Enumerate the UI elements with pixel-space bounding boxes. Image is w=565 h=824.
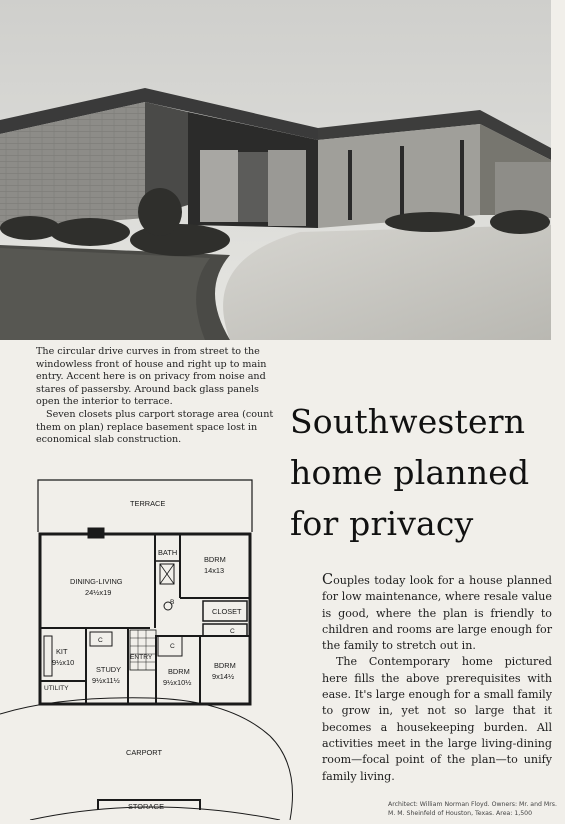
plan-label-dining-living-size: 24½x19 bbox=[85, 588, 112, 597]
plan-label-bdrm-2-size: 9½x10½ bbox=[163, 678, 192, 687]
plan-label-bdrm-3: BDRM bbox=[214, 661, 236, 670]
floor-plan-drawing bbox=[0, 476, 300, 820]
plan-label-kit-size: 9½x10 bbox=[52, 658, 75, 667]
plan-label-bdrm-2: BDRM bbox=[168, 667, 190, 676]
article-body bbox=[322, 572, 552, 785]
plan-label-carport: CARPORT bbox=[126, 748, 163, 757]
plan-label-entry: ENTRY bbox=[130, 654, 153, 661]
house-photo-illustration bbox=[0, 0, 551, 340]
caption-paragraph-1: The circular drive curves in from street to the windowless front of house and right up to main entry. Accent here is on privacy from noise and stares of passersby. Around back glass panels open the interior to terrace. bbox=[36, 346, 267, 408]
body-paragraph-1 bbox=[322, 572, 552, 654]
headline-line-3: for privacy bbox=[290, 504, 474, 543]
plan-label-study-size: 9½x11½ bbox=[92, 676, 120, 685]
plan-label-closet: CLOSET bbox=[212, 607, 242, 616]
plan-label-study-c: C bbox=[98, 637, 103, 644]
caption-paragraph-2: Seven closets plus carport storage area (count them on plan) replace basement space lost in economical slab construction. bbox=[36, 408, 274, 446]
plan-label-entry-c: C bbox=[170, 643, 175, 650]
plan-label-bdrm-1-size: 14x13 bbox=[204, 566, 225, 575]
body-paragraph-2: The Contemporary home pictured here fills the above prerequisites with ease. It's large enough for a small family to grow in, yet not so large that it becomes a housekeeping burden. All activities meet in the large living-dining room—focal point of the plan—to unify family living. bbox=[322, 655, 552, 783]
plan-label-closet-c: C bbox=[230, 628, 235, 635]
headline bbox=[290, 396, 558, 549]
drop-cap: C bbox=[322, 572, 334, 588]
plan-label-utility: UTILITY bbox=[44, 685, 69, 692]
house-photo bbox=[0, 0, 551, 340]
headline-line-2: home planned bbox=[290, 453, 530, 492]
plan-label-bdrm-1: BDRM bbox=[204, 555, 226, 564]
plan-label-bdrm-3-size: 9x14½ bbox=[212, 672, 235, 681]
plan-label-kit: KIT bbox=[56, 647, 68, 656]
plan-label-dining-living: DINING-LIVING bbox=[70, 577, 123, 586]
plan-label-terrace: TERRACE bbox=[130, 499, 166, 508]
body-paragraph-1-text: ouples today look for a house planned for low maintenance, where resale value is good, where the plan is friendly to children and rooms are large enough for the family to stretch out in. bbox=[322, 574, 552, 653]
headline-line-1: Southwestern bbox=[290, 402, 526, 441]
floor-plan bbox=[0, 476, 300, 820]
architect-credit: Architect: William Norman Floyd. Owners: Mr. and Mrs. M. M. Sheinfeld of Houston, Texas. Area: 1,500 bbox=[388, 801, 557, 817]
photo-caption bbox=[36, 346, 282, 447]
plan-label-b: B bbox=[170, 599, 175, 606]
plan-label-bath: BATH bbox=[158, 548, 178, 557]
plan-label-study: STUDY bbox=[96, 665, 122, 674]
plan-label-storage: STORAGE bbox=[128, 802, 165, 811]
